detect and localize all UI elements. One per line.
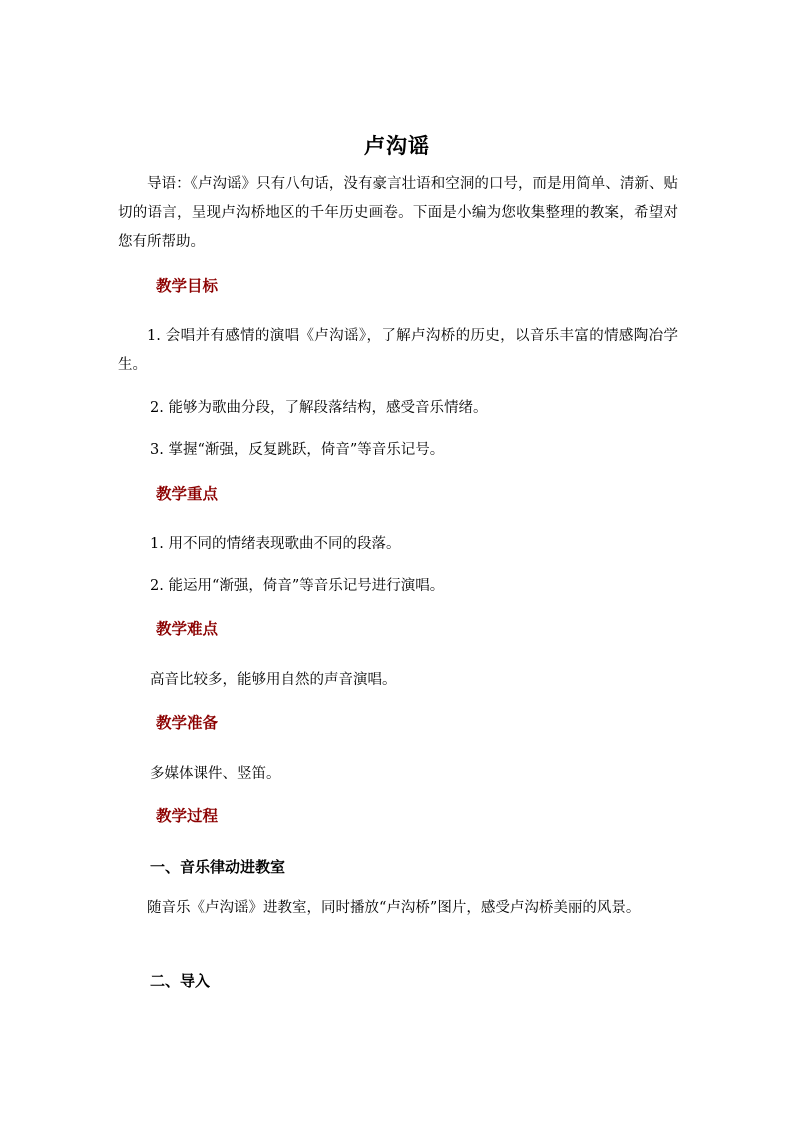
preparation-text: 多媒体课件、竖笛。 (150, 766, 281, 782)
section-heading-difficulties: 教学难点 (156, 619, 219, 638)
intro-paragraph: 导语：《卢沟谣》只有八句话，没有豪言壮语和空洞的口号，而是用简单、清新、贴切的语言，呈现卢沟桥地区的千年历史画卷。下面是小编为您收集整理的教案，希望对您有所帮助。 (118, 176, 678, 250)
process-step2-heading: 二、导入 (150, 972, 211, 990)
section-heading-process: 教学过程 (156, 806, 219, 825)
difficulties-text: 高音比较多，能够用自然的声音演唱。 (150, 672, 397, 688)
goal-item-1: 1. 会唱并有感情的演唱《卢沟谣》，了解卢沟桥的历史，以音乐丰富的情感陶冶学生。 (118, 328, 678, 373)
key-point-item-1: 1. 用不同的情绪表现歌曲不同的段落。 (150, 536, 401, 552)
page-title: 卢沟谣 (364, 133, 430, 159)
section-heading-preparation: 教学准备 (156, 713, 219, 732)
process-step1-text: 随音乐《卢沟谣》进教室，同时播放“卢沟桥”图片，感受卢沟桥美丽的风景。 (147, 900, 641, 916)
process-step1-heading: 一、音乐律动进教室 (150, 858, 286, 876)
section-heading-key-points: 教学重点 (156, 484, 219, 503)
goal-item-3: 3. 掌握“渐强，反复跳跃，倚音”等音乐记号。 (150, 442, 445, 458)
section-heading-goals: 教学目标 (156, 276, 219, 295)
key-point-item-2: 2. 能运用“渐强，倚音”等音乐记号进行演唱。 (150, 578, 445, 594)
goal-item-2: 2. 能够为歌曲分段，了解段落结构，感受音乐情绪。 (150, 400, 488, 416)
